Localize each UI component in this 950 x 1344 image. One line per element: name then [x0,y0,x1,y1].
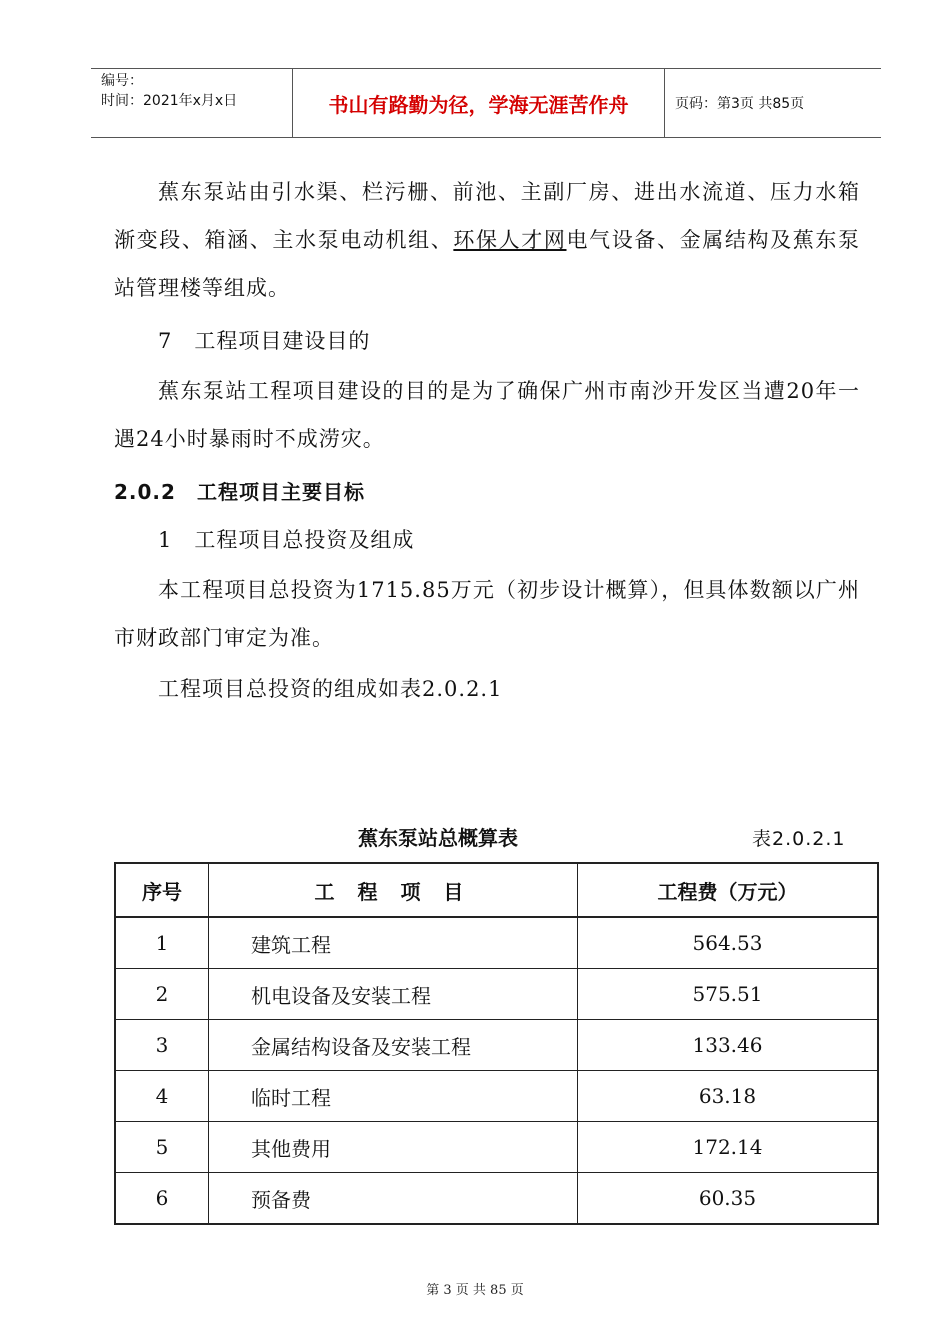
cell-item-text: 临时工程 [251,1085,331,1110]
cell-item [209,917,578,969]
item-heading-7: 7 工程项目建设目的 [158,329,371,353]
cell-cost: 133.46 [578,1020,879,1071]
paragraph-table-ref: 工程项目总投资的组成如表2.0.2.1 [158,677,503,701]
section-heading: 2.0.2 工程项目主要目标 [114,480,365,504]
cost-table [114,862,879,1225]
header-motto: 书山有路勤为径，学海无涯苦作舟 [293,69,665,137]
cell-item-text: 建筑工程 [251,932,331,957]
table-row [115,1071,878,1122]
cell-cost: 564.53 [578,917,879,969]
paragraph-investment: 本工程项目总投资为1715.85万元（初步设计概算），但具体数额以广州市财政部门审定为准。 [114,578,860,650]
table-row [115,917,878,969]
header-meta [91,69,293,137]
cell-item-text: 预备费 [251,1187,311,1212]
table-title: 蕉东泵站总概算表 [358,826,518,850]
cell-seq: 4 [115,1071,209,1122]
paragraph-purpose: 蕉东泵站工程项目建设的目的是为了确保广州市南沙开发区当遭20年一遇24小时暴雨时不成涝灾。 [114,379,860,451]
cell-item-text: 金属结构设备及安装工程 [251,1034,471,1059]
cell-item [209,1020,578,1071]
cell-cost: 63.18 [578,1071,879,1122]
header-page-info: 页码：第3页 共85页 [675,96,805,112]
header-number: 编号： [101,73,143,89]
cell-seq: 5 [115,1122,209,1173]
table-header-row [115,863,878,917]
cell-item [209,1071,578,1122]
header-item: 工 程 项 目 [209,863,578,917]
header-cost: 工程费（万元） [578,863,879,917]
header-seq: 序号 [115,863,209,917]
paragraph-text: 蕉东泵站由引水渠、栏污栅、前池、主副厂房、进出水流道、压力水箱渐变段、箱涵、主水泵电动机组、 [114,180,860,252]
table-row [115,1020,878,1071]
cell-item-text: 机电设备及安装工程 [251,983,431,1008]
cell-seq: 6 [115,1173,209,1225]
cell-item [209,1173,578,1225]
cell-item [209,1122,578,1173]
cell-item-text: 其他费用 [251,1136,331,1161]
item-heading-1: 1 工程项目总投资及组成 [158,528,415,552]
cell-cost: 172.14 [578,1122,879,1173]
cell-item [209,969,578,1020]
page-footer: 第 3 页 共 85 页 [426,1283,524,1298]
cell-cost: 575.51 [578,969,879,1020]
paragraph-text: 电气设备、金属结构及蕉东泵站管理楼等组成。 [114,228,860,300]
cell-seq: 2 [115,969,209,1020]
cell-cost: 60.35 [578,1173,879,1225]
table-row [115,1122,878,1173]
header-time: 时间：2021年x月x日 [101,93,238,109]
table-row [115,1173,878,1225]
table-row [115,969,878,1020]
link-text[interactable]: 环保人才网 [453,228,567,252]
table-number: 表2.0.2.1 [752,828,846,850]
cell-seq: 1 [115,917,209,969]
page-header [91,68,881,138]
cell-seq: 3 [115,1020,209,1071]
paragraph-composition [114,168,860,312]
